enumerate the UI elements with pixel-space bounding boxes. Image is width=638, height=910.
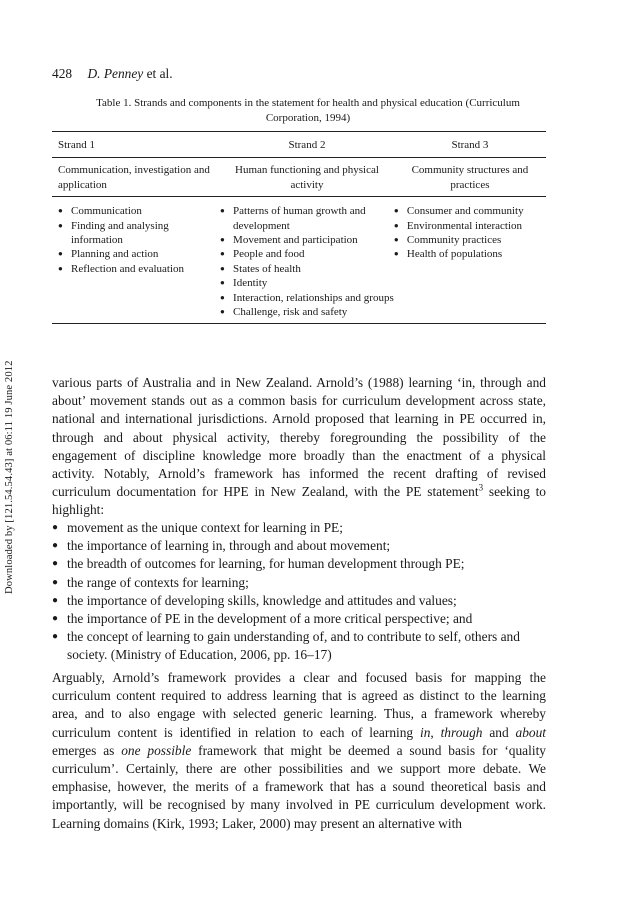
strand-1-components: [52, 204, 216, 319]
paragraph-text: various parts of Australia and in New Zealand. Arnold’s (1988) learning ‘in, through and about’ movement stands out as a common basis for curriculum development across state, national and international jurisdictions. Arnold proposed that learning in PE occurred in, through and about physical activity, thereby foregrounding the possibility of the engagement of discipline knowledge more broadly than the enactment of a physical activity. Notably, Arnold’s framework has informed the recent drafting of revised curriculum documentation for HPE in New Zealand, with the PE statement: [52, 375, 546, 500]
body-paragraph: [52, 374, 546, 520]
strands-table: [52, 131, 546, 324]
download-watermark: [2, 200, 24, 600]
table-components-row: [52, 197, 546, 323]
list-item: ● Environmental interaction: [394, 219, 546, 233]
list-item: ● Consumer and community: [394, 204, 546, 218]
paragraph-text: Arguably, Arnold’s framework provides a clear and focused basis for mapping the curriculum content required to address learning that is agreed as distinct to the learning area, and to also engage with selected generic learning. Thus, a framework whereby curriculum content is identified in relation to each of learning: [52, 670, 546, 740]
table-caption: Table 1. Strands and components in the statement for health and physical education (Curriculum Corporation, 1994): [96, 97, 520, 124]
paragraph-text-end: seeking to highlight:: [52, 484, 546, 518]
list-item: ● States of health: [220, 262, 394, 276]
header-strand-1: Strand 1: [58, 139, 95, 151]
list-item: ● Community practices: [394, 233, 546, 247]
running-header: [52, 66, 173, 82]
emphasis-about: about: [515, 724, 547, 740]
download-watermark-text: Downloaded by [121.54.54.43] at 06:11 19 June 2012: [4, 360, 15, 594]
list-item: ● the importance of developing skills, knowledge and attitudes and values;: [52, 592, 546, 610]
footnote-mark: 3: [478, 482, 484, 493]
emphasis-in: in: [419, 724, 431, 740]
strand-1-name: Communication, investigation and application: [58, 164, 210, 191]
strand-3-name: Community structures and practices: [411, 164, 529, 191]
paragraph-text: ,: [430, 724, 441, 740]
header-strand-2: Strand 2: [288, 139, 326, 151]
paragraph-text: emerges as: [52, 742, 122, 758]
strand-2-name: Human functioning and physical activity: [235, 164, 379, 191]
paragraph-text: and: [482, 724, 516, 740]
list-item: ● Patterns of human growth and development: [220, 204, 394, 233]
list-item: ● Identity: [220, 276, 394, 290]
emphasis-through: through: [440, 724, 483, 740]
author-name: D. Penney: [87, 66, 144, 81]
table-bottom-rule: [52, 323, 546, 324]
pe-statement-list: [52, 519, 546, 665]
list-item: ● Movement and participation: [220, 233, 394, 247]
emphasis-one-possible: one possible: [121, 742, 192, 758]
author-etal: et al.: [143, 66, 173, 81]
list-item: ● Finding and analysing information: [58, 219, 216, 248]
list-item: ● the range of contexts for learning;: [52, 574, 546, 592]
header-strand-3: Strand 3: [451, 139, 489, 151]
list-item: ● the concept of learning to gain understanding of, and to contribute to self, others and society. (Ministry of Education, 2006, pp. 16–17): [52, 628, 546, 664]
table-header-row: [52, 132, 546, 157]
list-item: ● the importance of learning in, through and about movement;: [52, 537, 546, 555]
list-item: ● Interaction, relationships and groups: [220, 291, 394, 305]
list-item: ● Reflection and evaluation: [58, 262, 216, 276]
strand-3-components: [394, 204, 546, 319]
list-item: ● the importance of PE in the development of a more critical perspective; and: [52, 610, 546, 628]
list-item: ● Health of populations: [394, 247, 546, 261]
list-item: ● movement as the unique context for learning in PE;: [52, 519, 546, 537]
list-item: ● People and food: [220, 247, 394, 261]
list-item: ● Planning and action: [58, 247, 216, 261]
paragraph-text: framework that might be deemed a sound basis for ‘quality curriculum’. Certainly, there are other possibilities and we support more debate. We emphasise, however, the merits of a framework that has a sound theoretical basis and importantly, will be recognised by many involved in PE curriculum development work. Learning domains (Kirk, 1993; Laker, 2000) may present an alternative with: [52, 742, 546, 831]
table-strand-name-row: [52, 158, 546, 196]
list-item: ● the breadth of outcomes for learning, for human development through PE;: [52, 555, 546, 573]
strand-2-components: [216, 204, 394, 319]
page-number: 428: [52, 66, 73, 81]
list-item: ● Challenge, risk and safety: [220, 305, 394, 319]
body-paragraph: [52, 669, 546, 833]
list-item: ● Communication: [58, 204, 216, 218]
